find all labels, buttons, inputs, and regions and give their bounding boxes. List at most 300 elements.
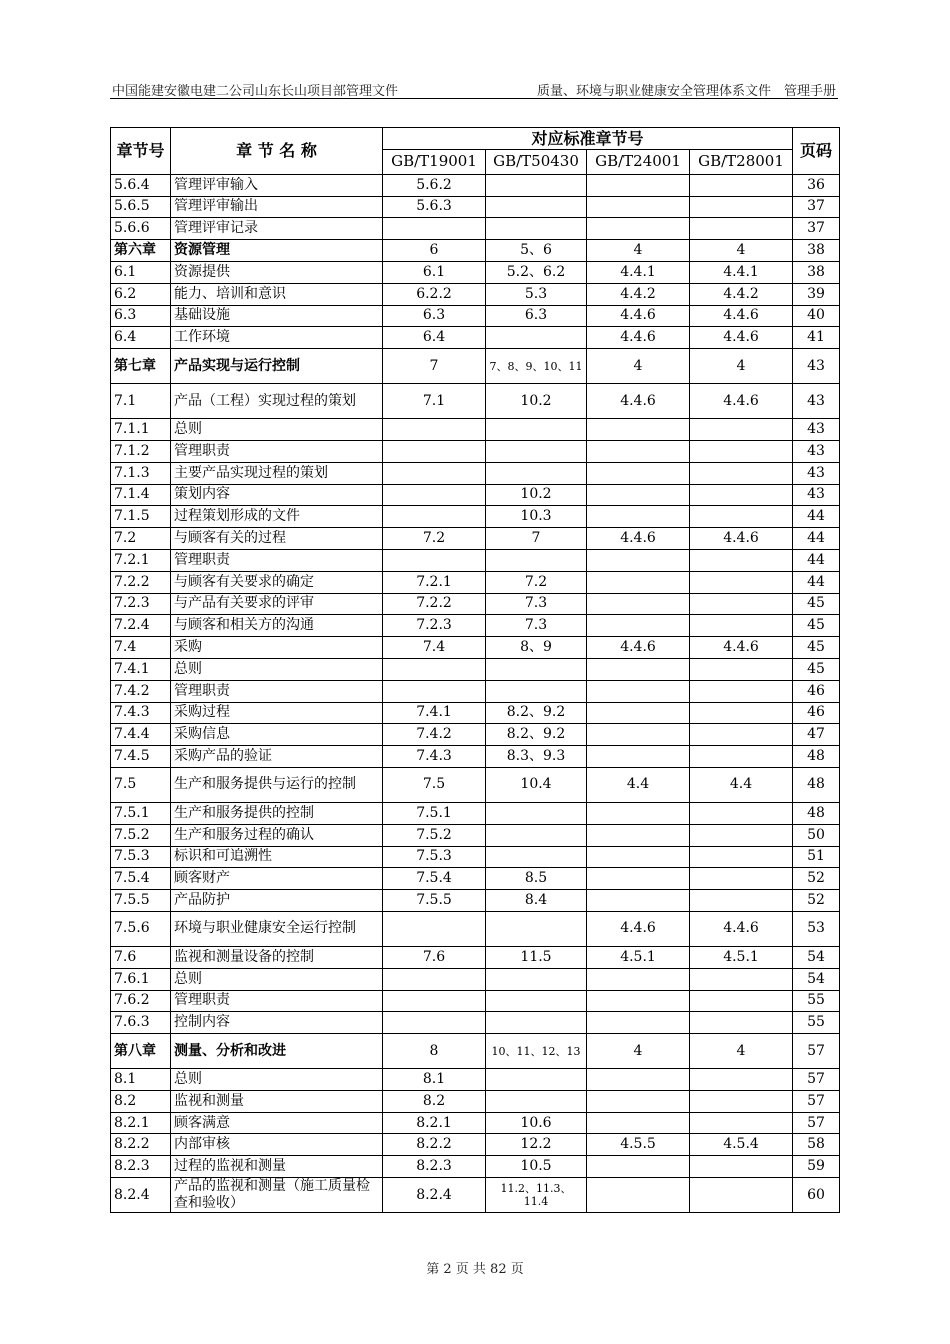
section-number-cell: 第七章 (111, 349, 171, 384)
page-number-cell: 43 (793, 419, 840, 441)
gbt24001-cell: 4.4.6 (587, 305, 690, 327)
gbt24001-cell: 4.4.6 (587, 384, 690, 419)
section-number-cell: 第八章 (111, 1034, 171, 1069)
table-row (111, 767, 840, 802)
gbt24001-cell (587, 890, 690, 912)
gbt50430-cell (486, 196, 587, 218)
table-row (111, 802, 840, 824)
gbt19001-cell: 7.6 (383, 946, 486, 968)
gbt28001-cell (690, 1090, 793, 1112)
contents-table (110, 127, 840, 1213)
section-name-cell: 资源提供 (171, 261, 383, 283)
table-row (111, 990, 840, 1012)
gbt24001-cell (587, 506, 690, 528)
gbt50430-cell (486, 174, 587, 196)
gbt19001-cell: 6.4 (383, 327, 486, 349)
table-row (111, 506, 840, 528)
gbt19001-cell: 7.5.2 (383, 824, 486, 846)
gbt50430-cell: 11.2、11.3、11.4 (486, 1178, 587, 1213)
section-name-cell: 监视和测量 (171, 1090, 383, 1112)
page-number-cell: 46 (793, 702, 840, 724)
table-row (111, 911, 840, 946)
gbt28001-cell (690, 1178, 793, 1213)
gbt24001-cell: 4.4.6 (587, 528, 690, 550)
gbt50430-cell: 12.2 (486, 1134, 587, 1156)
section-name-cell: 标识和可追溯性 (171, 846, 383, 868)
gbt24001-cell (587, 868, 690, 890)
gbt28001-cell: 4.4.6 (690, 384, 793, 419)
table-row (111, 1178, 840, 1213)
gbt28001-cell (690, 593, 793, 615)
gbt28001-cell (690, 746, 793, 768)
gbt19001-cell: 7.5.5 (383, 890, 486, 912)
section-name-cell: 管理职责 (171, 549, 383, 571)
gbt50430-cell: 8.2、9.2 (486, 724, 587, 746)
gbt50430-cell (486, 1090, 587, 1112)
table-row (111, 1156, 840, 1178)
gbt28001-cell (690, 1156, 793, 1178)
gbt19001-cell: 7.4.1 (383, 702, 486, 724)
gbt19001-cell: 7.2 (383, 528, 486, 550)
table-row (111, 658, 840, 680)
gbt19001-cell: 7.5.1 (383, 802, 486, 824)
section-name-cell: 总则 (171, 968, 383, 990)
gbt28001-cell (690, 824, 793, 846)
gbt24001-cell (587, 968, 690, 990)
gbt24001-cell (587, 174, 690, 196)
section-name-cell: 与顾客有关要求的确定 (171, 571, 383, 593)
gbt50430-cell (486, 968, 587, 990)
gbt28001-cell (690, 615, 793, 637)
gbt19001-cell (383, 1012, 486, 1034)
section-number-cell: 7.4.4 (111, 724, 171, 746)
section-name-cell: 管理职责 (171, 990, 383, 1012)
table-row (111, 824, 840, 846)
gbt28001-cell (690, 419, 793, 441)
gbt19001-cell: 7.5.4 (383, 868, 486, 890)
gbt50430-cell (486, 462, 587, 484)
gbt19001-cell: 8 (383, 1034, 486, 1069)
section-name-cell: 总则 (171, 419, 383, 441)
page-number-cell: 45 (793, 615, 840, 637)
gbt28001-cell (690, 990, 793, 1012)
gbt50430-cell: 10.3 (486, 506, 587, 528)
table-row (111, 593, 840, 615)
table-row (111, 196, 840, 218)
gbt19001-cell (383, 658, 486, 680)
gbt19001-cell (383, 911, 486, 946)
section-number-cell: 7.6.1 (111, 968, 171, 990)
gbt19001-cell: 5.6.2 (383, 174, 486, 196)
gbt24001-cell (587, 593, 690, 615)
section-name-cell: 与顾客有关的过程 (171, 528, 383, 550)
section-name-cell: 能力、培训和意识 (171, 283, 383, 305)
gbt50430-cell: 5.2、6.2 (486, 261, 587, 283)
section-number-cell: 7.4.1 (111, 658, 171, 680)
gbt50430-cell (486, 911, 587, 946)
gbt19001-cell: 7.5.3 (383, 846, 486, 868)
page-number-cell: 50 (793, 824, 840, 846)
gbt24001-cell (587, 802, 690, 824)
gbt19001-cell: 6.3 (383, 305, 486, 327)
gbt28001-cell (690, 658, 793, 680)
gbt24001-cell: 4.4.6 (587, 327, 690, 349)
gbt50430-cell (486, 846, 587, 868)
section-number-cell: 8.2.4 (111, 1178, 171, 1213)
section-number-cell: 7.1 (111, 384, 171, 419)
gbt28001-cell: 4.5.1 (690, 946, 793, 968)
section-number-cell: 7.6.2 (111, 990, 171, 1012)
gbt24001-cell (587, 440, 690, 462)
section-name-cell: 主要产品实现过程的策划 (171, 462, 383, 484)
page-number-cell: 54 (793, 946, 840, 968)
gbt24001-cell (587, 702, 690, 724)
gbt50430-cell (486, 549, 587, 571)
gbt19001-cell: 7.4 (383, 637, 486, 659)
page-number-cell: 44 (793, 528, 840, 550)
gbt19001-cell: 8.1 (383, 1069, 486, 1091)
table-row (111, 968, 840, 990)
section-number-cell: 7.5.5 (111, 890, 171, 912)
section-name-cell: 过程的监视和测量 (171, 1156, 383, 1178)
gbt50430-cell (486, 658, 587, 680)
section-number-cell: 7.1.5 (111, 506, 171, 528)
table-row (111, 1012, 840, 1034)
table-row (111, 462, 840, 484)
section-number-cell: 7.4.3 (111, 702, 171, 724)
gbt28001-cell: 4.4.6 (690, 305, 793, 327)
section-name-cell: 控制内容 (171, 1012, 383, 1034)
gbt19001-cell (383, 990, 486, 1012)
gbt24001-cell (587, 462, 690, 484)
gbt19001-cell: 8.2.3 (383, 1156, 486, 1178)
gbt50430-cell: 5.3 (486, 283, 587, 305)
section-name-cell: 采购产品的验证 (171, 746, 383, 768)
page-number-cell: 46 (793, 680, 840, 702)
gbt50430-cell: 8、9 (486, 637, 587, 659)
gbt24001-cell (587, 724, 690, 746)
table-row (111, 484, 840, 506)
page-number-cell: 44 (793, 571, 840, 593)
section-name-cell: 策划内容 (171, 484, 383, 506)
page-number-cell: 59 (793, 1156, 840, 1178)
gbt28001-cell (690, 868, 793, 890)
gbt24001-cell (587, 218, 690, 240)
table-row (111, 868, 840, 890)
gbt50430-cell (486, 680, 587, 702)
table-row (111, 419, 840, 441)
gbt24001-cell: 4.4.2 (587, 283, 690, 305)
gbt24001-cell (587, 1112, 690, 1134)
section-number-cell: 7.4 (111, 637, 171, 659)
table-row (111, 261, 840, 283)
page-number-cell: 60 (793, 1178, 840, 1213)
section-name-cell: 监视和测量设备的控制 (171, 946, 383, 968)
gbt28001-cell: 4 (690, 349, 793, 384)
gbt24001-cell: 4.4.1 (587, 261, 690, 283)
section-name-cell: 过程策划形成的文件 (171, 506, 383, 528)
gbt50430-cell (486, 419, 587, 441)
gbt50430-cell: 7.3 (486, 615, 587, 637)
gbt19001-cell (383, 440, 486, 462)
section-name-cell: 基础设施 (171, 305, 383, 327)
section-name-cell: 顾客财产 (171, 868, 383, 890)
section-number-cell: 5.6.5 (111, 196, 171, 218)
gbt50430-cell (486, 1012, 587, 1034)
page-number-cell: 44 (793, 549, 840, 571)
gbt50430-cell (486, 990, 587, 1012)
section-number-cell: 7.2 (111, 528, 171, 550)
section-number-cell: 8.2 (111, 1090, 171, 1112)
section-number-cell: 7.2.1 (111, 549, 171, 571)
gbt28001-cell (690, 462, 793, 484)
table-row (111, 946, 840, 968)
table-row (111, 1069, 840, 1091)
table-row (111, 384, 840, 419)
gbt28001-cell (690, 1012, 793, 1034)
table-row (111, 549, 840, 571)
header-section-number: 章节号 (111, 128, 171, 175)
header-standards-group: 对应标准章节号 (383, 128, 793, 150)
gbt50430-cell: 8.2、9.2 (486, 702, 587, 724)
section-name-cell: 生产和服务提供的控制 (171, 802, 383, 824)
page-number-cell: 38 (793, 240, 840, 262)
gbt50430-cell: 10.5 (486, 1156, 587, 1178)
table-row (111, 746, 840, 768)
gbt24001-cell: 4 (587, 240, 690, 262)
table-row (111, 440, 840, 462)
gbt28001-cell: 4 (690, 240, 793, 262)
gbt19001-cell (383, 462, 486, 484)
gbt28001-cell (690, 174, 793, 196)
gbt28001-cell: 4.5.4 (690, 1134, 793, 1156)
gbt28001-cell: 4.4 (690, 767, 793, 802)
section-name-cell: 管理评审输入 (171, 174, 383, 196)
section-name-cell: 总则 (171, 658, 383, 680)
table-row (111, 327, 840, 349)
header-right-text: 质量、环境与职业健康安全管理体系文件 管理手册 (536, 84, 836, 99)
gbt28001-cell (690, 680, 793, 702)
page-number-cell: 47 (793, 724, 840, 746)
page-number-cell: 45 (793, 593, 840, 615)
section-number-cell: 7.6.3 (111, 1012, 171, 1034)
gbt24001-cell (587, 571, 690, 593)
page-number-cell: 44 (793, 506, 840, 528)
gbt50430-cell: 7、8、9、10、11 (486, 349, 587, 384)
gbt19001-cell (383, 968, 486, 990)
section-number-cell: 7.1.2 (111, 440, 171, 462)
page-number-cell: 43 (793, 384, 840, 419)
header-page-number: 页码 (793, 128, 840, 175)
gbt50430-cell: 5、6 (486, 240, 587, 262)
gbt24001-cell: 4.4 (587, 767, 690, 802)
gbt19001-cell: 8.2.4 (383, 1178, 486, 1213)
table-row (111, 724, 840, 746)
gbt50430-cell: 10.2 (486, 484, 587, 506)
page-number-cell: 57 (793, 1034, 840, 1069)
gbt19001-cell: 7.2.3 (383, 615, 486, 637)
section-name-cell: 环境与职业健康安全运行控制 (171, 911, 383, 946)
gbt19001-cell: 7.4.3 (383, 746, 486, 768)
gbt50430-cell (486, 1069, 587, 1091)
section-name-cell: 资源管理 (171, 240, 383, 262)
table-row (111, 1090, 840, 1112)
header-standard-gbt24001: GB/T24001 (587, 149, 690, 174)
gbt19001-cell: 7.2.2 (383, 593, 486, 615)
gbt24001-cell: 4.5.1 (587, 946, 690, 968)
page-number-cell: 39 (793, 283, 840, 305)
table-row (111, 637, 840, 659)
gbt28001-cell: 4 (690, 1034, 793, 1069)
gbt28001-cell (690, 890, 793, 912)
section-name-cell: 生产和服务提供与运行的控制 (171, 767, 383, 802)
table-row (111, 1112, 840, 1134)
gbt19001-cell: 6 (383, 240, 486, 262)
gbt24001-cell (587, 824, 690, 846)
header-standard-gbt50430: GB/T50430 (486, 149, 587, 174)
section-number-cell: 6.1 (111, 261, 171, 283)
gbt24001-cell (587, 846, 690, 868)
gbt19001-cell (383, 419, 486, 441)
section-number-cell: 6.4 (111, 327, 171, 349)
table-row (111, 702, 840, 724)
gbt24001-cell (587, 196, 690, 218)
page-number-cell: 45 (793, 658, 840, 680)
gbt28001-cell (690, 968, 793, 990)
table-row (111, 1134, 840, 1156)
page-number-cell: 41 (793, 327, 840, 349)
section-number-cell: 8.2.1 (111, 1112, 171, 1134)
table-row (111, 890, 840, 912)
page-number-cell: 51 (793, 846, 840, 868)
gbt19001-cell (383, 218, 486, 240)
gbt24001-cell (587, 1069, 690, 1091)
gbt19001-cell (383, 506, 486, 528)
section-name-cell: 采购信息 (171, 724, 383, 746)
table-row (111, 218, 840, 240)
page-number-cell: 40 (793, 305, 840, 327)
gbt24001-cell (587, 419, 690, 441)
section-name-cell: 管理职责 (171, 440, 383, 462)
page-header (110, 80, 838, 99)
gbt50430-cell: 7.3 (486, 593, 587, 615)
page-footer: 第 2 页 共 82 页 (426, 1262, 524, 1277)
chapter-row (111, 1034, 840, 1069)
gbt28001-cell (690, 802, 793, 824)
gbt24001-cell: 4.4.6 (587, 637, 690, 659)
gbt50430-cell: 10.6 (486, 1112, 587, 1134)
gbt24001-cell (587, 680, 690, 702)
section-name-cell: 内部审核 (171, 1134, 383, 1156)
gbt50430-cell (486, 824, 587, 846)
section-number-cell: 7.5.6 (111, 911, 171, 946)
section-number-cell: 7.1.4 (111, 484, 171, 506)
section-number-cell: 7.1.1 (111, 419, 171, 441)
gbt50430-cell (486, 218, 587, 240)
gbt24001-cell (587, 746, 690, 768)
page-number-cell: 37 (793, 218, 840, 240)
table-row (111, 846, 840, 868)
section-number-cell: 7.5.3 (111, 846, 171, 868)
gbt28001-cell (690, 549, 793, 571)
gbt50430-cell: 10.2 (486, 384, 587, 419)
gbt24001-cell: 4.4.6 (587, 911, 690, 946)
gbt28001-cell: 4.4.6 (690, 911, 793, 946)
page-number-cell: 53 (793, 911, 840, 946)
page-number-cell: 55 (793, 1012, 840, 1034)
section-name-cell: 管理评审输出 (171, 196, 383, 218)
gbt19001-cell: 6.2.2 (383, 283, 486, 305)
section-number-cell: 7.1.3 (111, 462, 171, 484)
gbt19001-cell: 7.1 (383, 384, 486, 419)
gbt28001-cell: 4.4.1 (690, 261, 793, 283)
page-number-cell: 57 (793, 1090, 840, 1112)
gbt28001-cell: 4.4.6 (690, 327, 793, 349)
section-name-cell: 管理评审记录 (171, 218, 383, 240)
section-number-cell: 8.1 (111, 1069, 171, 1091)
page-number-cell: 38 (793, 261, 840, 283)
gbt28001-cell (690, 1069, 793, 1091)
section-name-cell: 采购 (171, 637, 383, 659)
section-name-cell: 产品实现与运行控制 (171, 349, 383, 384)
gbt19001-cell: 7 (383, 349, 486, 384)
gbt19001-cell: 8.2 (383, 1090, 486, 1112)
gbt19001-cell (383, 484, 486, 506)
page-number-cell: 48 (793, 802, 840, 824)
section-number-cell: 7.2.2 (111, 571, 171, 593)
gbt50430-cell: 7.2 (486, 571, 587, 593)
section-name-cell: 管理职责 (171, 680, 383, 702)
gbt24001-cell (587, 1156, 690, 1178)
page-number-cell: 36 (793, 174, 840, 196)
gbt50430-cell (486, 440, 587, 462)
gbt28001-cell (690, 846, 793, 868)
section-number-cell: 6.2 (111, 283, 171, 305)
section-number-cell: 7.5 (111, 767, 171, 802)
section-name-cell: 顾客满意 (171, 1112, 383, 1134)
page-number-cell: 55 (793, 990, 840, 1012)
chapter-row (111, 240, 840, 262)
gbt19001-cell: 8.2.2 (383, 1134, 486, 1156)
gbt50430-cell: 10、11、12、13 (486, 1034, 587, 1069)
gbt24001-cell: 4 (587, 349, 690, 384)
gbt24001-cell (587, 658, 690, 680)
table-row (111, 528, 840, 550)
section-number-cell: 8.2.2 (111, 1134, 171, 1156)
page-number-cell: 43 (793, 349, 840, 384)
gbt24001-cell (587, 549, 690, 571)
gbt50430-cell: 10.4 (486, 767, 587, 802)
gbt19001-cell: 7.4.2 (383, 724, 486, 746)
page-number-cell: 52 (793, 890, 840, 912)
page-number-cell: 57 (793, 1112, 840, 1134)
header-standard-gbt28001: GB/T28001 (690, 149, 793, 174)
gbt28001-cell (690, 218, 793, 240)
gbt24001-cell (587, 484, 690, 506)
page-number-cell: 57 (793, 1069, 840, 1091)
section-number-cell: 5.6.4 (111, 174, 171, 196)
section-number-cell: 7.5.2 (111, 824, 171, 846)
gbt50430-cell: 7 (486, 528, 587, 550)
header-section-name: 章 节 名 称 (171, 128, 383, 175)
page-number-cell: 43 (793, 440, 840, 462)
gbt19001-cell: 8.2.1 (383, 1112, 486, 1134)
table-row (111, 680, 840, 702)
section-name-cell: 工作环境 (171, 327, 383, 349)
page-number-cell: 52 (793, 868, 840, 890)
gbt50430-cell: 8.4 (486, 890, 587, 912)
page-number-cell: 43 (793, 462, 840, 484)
